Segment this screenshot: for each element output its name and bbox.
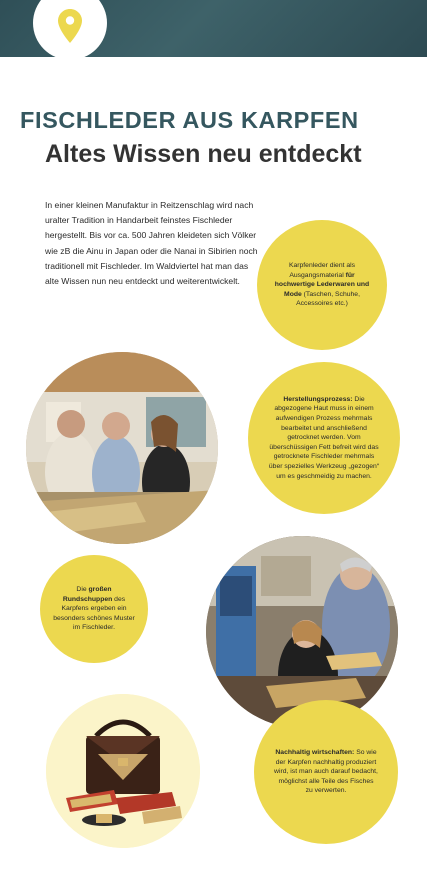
bubble-text-regular: Karpfenleder dient als Ausgangsmaterial [288, 262, 356, 279]
workshop-photo [26, 352, 218, 544]
bubble-text [268, 395, 380, 481]
bubble-text [274, 748, 378, 796]
bubble-text [52, 585, 136, 633]
bubble-text-bold: Nachhaltig wirtschaften: [275, 749, 355, 757]
page-subtitle: Altes Wissen neu entdeckt [45, 140, 362, 168]
workshop-photo-illustration [26, 352, 218, 544]
bubble-text [271, 261, 373, 309]
info-bubble-scales [40, 555, 148, 663]
machine-workshop-photo [206, 536, 398, 728]
bubble-text-regular: des Karpfens ergeben ein besonders schönes Muster im Fischleder. [53, 595, 135, 632]
bubble-text-bold: Herstellungsprozess: [283, 395, 353, 403]
intro-paragraph: In einer kleinen Manufaktur in Reitzenschlag wird nach uralter Tradition in Handarbeit feinstes Fischleder hergestellt. Bis vor ca. 500 Jahren kleideten sich Völker wie zB die Ainu in Japan oder die Nanai in Sibirien noch traditionell mit Fischleder. Im Waldviertel hat man das alte Wissen nun neu entdeckt und weiterentwickelt. [45, 200, 258, 287]
bubble-text-regular: (Taschen, Schuhe, Accessoires etc.) [296, 290, 360, 308]
info-bubble-material [257, 220, 387, 350]
fishleather-products-photo [46, 694, 200, 848]
handbag-illustration [46, 694, 200, 848]
machine-workshop-illustration [206, 536, 398, 728]
info-bubble-process [248, 362, 400, 514]
page-title: FISCHLEDER AUS KARPFEN [20, 107, 359, 133]
bubble-text-bold: großen Rundschuppen [62, 586, 113, 603]
bubble-text-regular: So wie der Karpfen nachhaltig produziert wird, ist man auch darauf bedacht, möglichst alle Teile des Fisches zu verwerten. [274, 749, 378, 795]
bubble-text-bold: für hochwertige Lederwaren und Mode [274, 271, 370, 298]
info-bubble-sustainability [254, 700, 398, 844]
bubble-text-regular: Die abgezogene Haut muss in einem aufwendigen Prozess mehrmals bearbeitet und anschließend getrocknet werden. Vom überschüssigen Fett befreit wird das getrocknete Fischleder mehrmals über spezielles Werkzeug „gezogen“ um es geschmeidig zu machen. [268, 395, 380, 480]
location-pin-icon [58, 9, 82, 43]
bubble-text-regular: Die [76, 586, 89, 594]
